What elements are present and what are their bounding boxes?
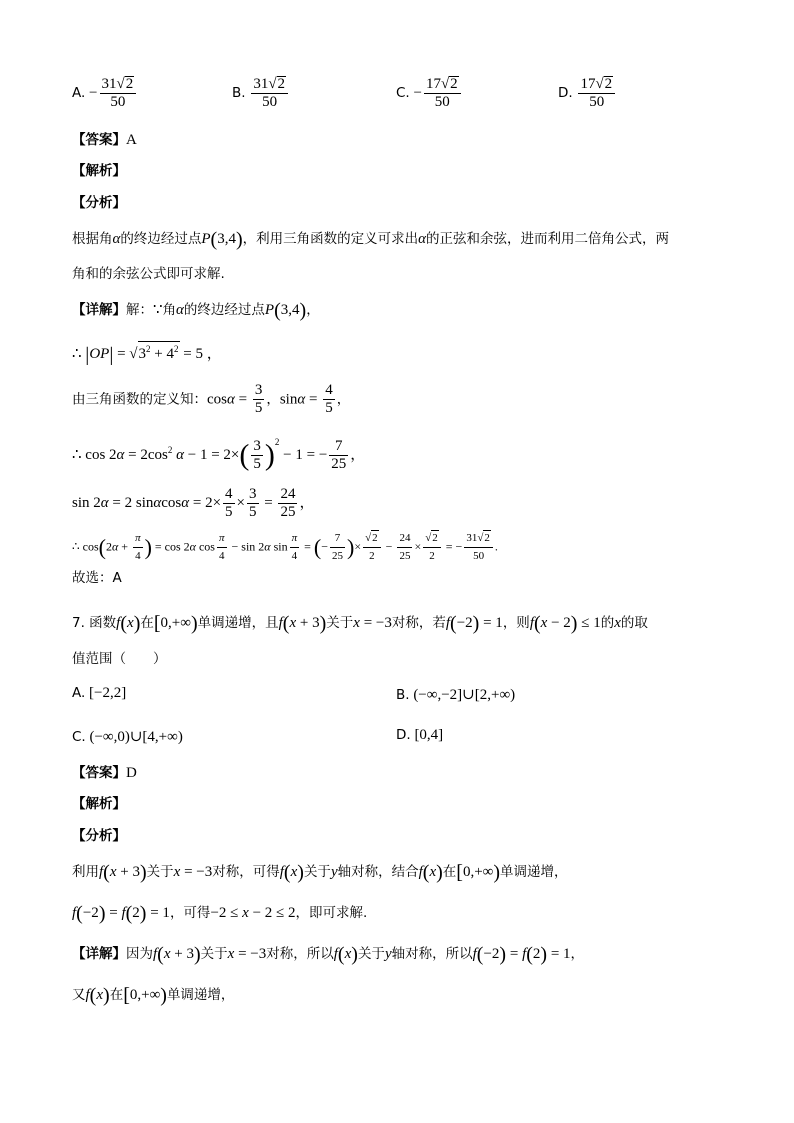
q6-sin2a: sin 2α = 2 sinαcosα = 2× $\frac{4}{5}$ × $\frac{3}{5}$ = $\frac{24}{25}$ ， (72, 486, 315, 520)
q7-fenxi-heading: 【分析】 (72, 828, 126, 844)
q7-answer: 【答案】D (72, 765, 137, 781)
q7-option-a: A. [−2,2] (72, 685, 127, 701)
q6-cos-sin-def: 由三角函数的定义知：cosα = $\frac{3}{5}$ ，sinα = $\frac{4}{5}$ ， (72, 382, 351, 416)
q6-answer: 【答案】A (72, 132, 137, 148)
q6-analysis-line2: 角和的余弦公式即可求解. (72, 266, 225, 282)
q7-option-c: C. (−∞,0)∪[4,+∞) (72, 729, 183, 745)
q7-stem-line2: 值范围（ ） (72, 651, 167, 667)
q6-op-length: ∴ $|OP| = √3^2 + 4^2 = 5$ ， (72, 341, 222, 365)
q7-jiexi-heading: 【解析】 (72, 796, 126, 812)
q7-option-d: D. [0,4] (396, 727, 444, 743)
q6-fenxi-heading: 【分析】 (72, 195, 126, 211)
q7-stem-line1: 7. 函数f(x)在[0,+∞)单调递增，且f(x + 3)关于x = −3对称，若f(−2) = 1，则f(x − 2) ≤ 1的x的取 (72, 612, 648, 635)
q6-analysis-line1: 根据角α的终边经过点P(3,4)，利用三角函数的定义可求出α的正弦和余弦，进而利用二倍角公式，两 (72, 228, 670, 251)
q7-detail-line2: 又f(x)在[0,+∞)单调递增， (72, 984, 235, 1007)
q6-option-d: D. $\frac{17√2}{50}$ (558, 76, 617, 111)
q6-option-c: C. − $\frac{17√2}{50}$ (396, 76, 463, 111)
q6-final-computation: ∴ cos(2α + $\frac{\pi}{4}$ ) = cos 2α cos $\frac{\pi}{4}$ − sin 2α sin $\frac{\pi}{4}$ = (− $\frac{7}{25}$ )× $\frac{√2}{2}$ − $\frac{24}{25}$ × $\frac{√2}{2}$ = − $\frac{31√2}{50}$ . (72, 532, 498, 562)
q6-conclusion: 故选：A (72, 570, 122, 586)
q6-cos2a: ∴ $\cos 2\alpha = 2\cos^2$ α − 1 = 2×( $\frac{3}{5}$ )$^2$ − 1 = − $\frac{7}{25}$ ， (72, 437, 366, 473)
q6-detail-line1: 【详解】解：∵角α的终边经过点P(3,4)， (72, 299, 320, 322)
q7-analysis-line1: 利用f(x + 3)关于x = −3对称，可得f(x)关于y轴对称，结合f(x)在[0,+∞)单调递增， (72, 861, 568, 884)
q7-analysis-line2: f(−2) = f(2) = 1，可得−2 ≤ x − 2 ≤ 2，即可求解. (72, 902, 368, 925)
q6-jiexi-heading: 【解析】 (72, 163, 126, 179)
q6-option-a: A. − $\frac{31√2}{50}$ (72, 76, 138, 111)
q7-detail-line1: 【详解】因为f(x + 3)关于x = −3对称，所以f(x)关于y轴对称，所以f(−2) = f(2) = 1， (72, 943, 585, 966)
q6-option-b: B. $\frac{31√2}{50}$ (232, 76, 290, 111)
q7-option-b: B. (−∞,−2]∪[2,+∞) (396, 687, 516, 703)
